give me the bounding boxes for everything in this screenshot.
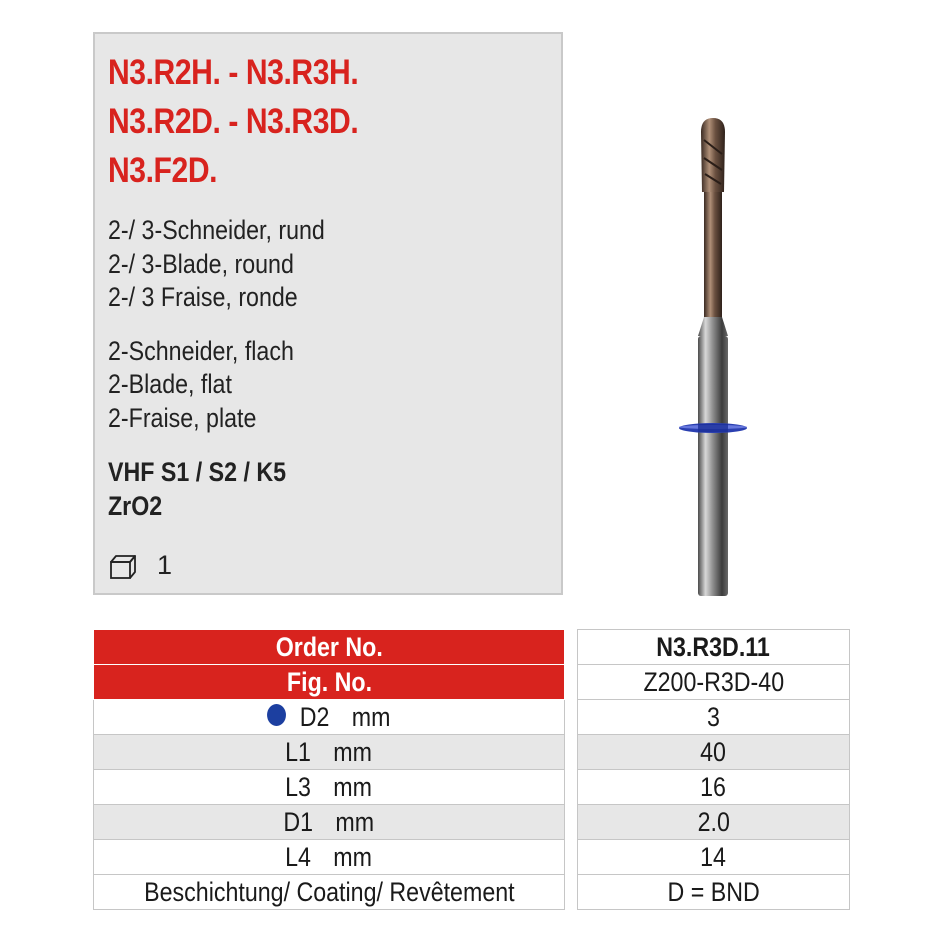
- description-round-de: 2-/ 3-Schneider, rund: [108, 215, 325, 245]
- material-line-2: ZrO2: [108, 491, 163, 521]
- product-info-panel: [93, 32, 563, 595]
- material-line-1: VHF S1 / S2 / K5: [108, 457, 287, 487]
- description-flat-fr: 2-Fraise, plate: [108, 403, 257, 433]
- value-l1: 40: [578, 735, 850, 770]
- table-row: [578, 700, 850, 735]
- param-l1: L1 mm: [94, 735, 565, 770]
- param-l4: L4 mm: [94, 840, 565, 875]
- fig-no-value: Z200-R3D-40: [578, 665, 850, 700]
- milling-bur-image: [660, 110, 760, 605]
- table-row: [578, 840, 850, 875]
- table-row: [578, 805, 850, 840]
- value-row-order: [578, 630, 850, 665]
- product-title-1: N3.R2H. - N3.R3H.: [108, 53, 359, 92]
- value-d1: 2.0: [578, 805, 850, 840]
- header-row-fig: [94, 665, 565, 700]
- table-row: [578, 875, 850, 910]
- value-d2: 3: [578, 700, 850, 735]
- product-title-2: N3.R2D. - N3.R3D.: [108, 102, 359, 141]
- table-row: [578, 770, 850, 805]
- value-row-fig: [578, 665, 850, 700]
- table-row: [578, 735, 850, 770]
- description-round-fr: 2-/ 3 Fraise, ronde: [108, 282, 298, 312]
- param-d2: D2 mm: [94, 700, 565, 735]
- order-no-label: Order No.: [94, 630, 565, 665]
- description-round-en: 2-/ 3-Blade, round: [108, 249, 294, 279]
- param-d1: D1 mm: [94, 805, 565, 840]
- product-title-3: N3.F2D.: [108, 151, 218, 190]
- spec-value-table: [577, 629, 850, 910]
- table-row: [94, 840, 565, 875]
- value-coating: D = BND: [578, 875, 850, 910]
- description-flat-de: 2-Schneider, flach: [108, 336, 294, 366]
- description-flat-en: 2-Blade, flat: [108, 369, 232, 399]
- table-row: [94, 700, 565, 735]
- order-no-value: N3.R3D.11: [578, 630, 850, 665]
- box-icon: [108, 554, 138, 580]
- spec-label-table: [93, 629, 565, 910]
- table-row: [94, 875, 565, 910]
- blue-dot-icon: [267, 704, 286, 726]
- param-l3: L3 mm: [94, 770, 565, 805]
- table-row: [94, 770, 565, 805]
- header-row-order: [94, 630, 565, 665]
- package-quantity: 1: [157, 550, 173, 580]
- fig-no-label: Fig. No.: [94, 665, 565, 700]
- value-l4: 14: [578, 840, 850, 875]
- value-l3: 16: [578, 770, 850, 805]
- param-coating: Beschichtung/ Coating/ Revêtement: [94, 875, 565, 910]
- table-row: [94, 805, 565, 840]
- table-row: [94, 735, 565, 770]
